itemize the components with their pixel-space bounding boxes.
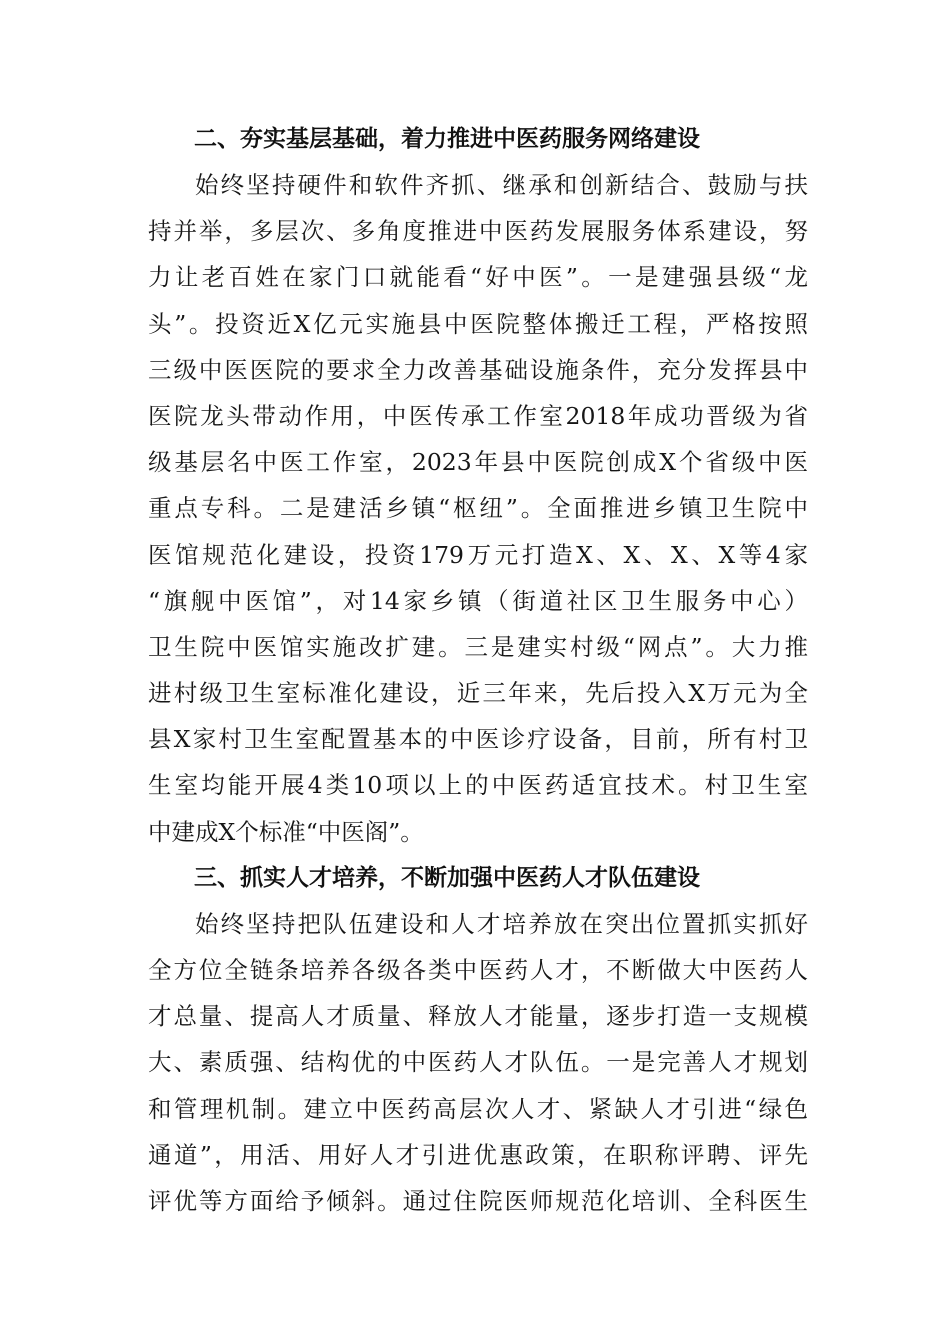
paragraph-line: 大、素质强、结构优的中医药人才队伍。一是完善人才规划 xyxy=(148,1048,808,1077)
paragraph-line: 医院龙头带动作用，中医传承工作室2018年成功晋级为省 xyxy=(148,401,808,430)
paragraph-line: 力让老百姓在家门口就能看“好中医”。一是建强县级“龙 xyxy=(148,263,808,292)
section-3-paragraph xyxy=(148,901,808,1224)
paragraph-line: 始终坚持硬件和软件齐抓、继承和创新结合、鼓励与扶 xyxy=(195,171,808,199)
document-body xyxy=(148,116,808,1224)
paragraph-line: 全方位全链条培养各级各类中医药人才，不断做大中医药人 xyxy=(148,956,808,984)
paragraph-line: 中建成X个标准“中医阁”。 xyxy=(148,817,424,846)
paragraph-line: 持并举，多层次、多角度推进中医药发展服务体系建设，努 xyxy=(148,217,808,246)
paragraph-line: 头”。投资近X亿元实施县中医院整体搬迁工程，严格按照 xyxy=(148,309,808,338)
paragraph-line: 和管理机制。建立中医药高层次人才、紧缺人才引进“绿色 xyxy=(148,1094,808,1123)
paragraph-line: 生室均能开展4类10项以上的中医药适宜技术。村卫生室 xyxy=(148,771,808,800)
paragraph-line: 卫生院中医馆实施改扩建。三是建实村级“网点”。大力推 xyxy=(148,632,808,661)
paragraph-line: 医馆规范化建设，投资179万元打造X、X、X、X等4家 xyxy=(148,540,808,569)
paragraph-line: “旗舰中医馆”，对14家乡镇（街道社区卫生服务中心） xyxy=(148,586,808,615)
section-heading-3: 三、抓实人才培养，不断加强中医药人才队伍建设 xyxy=(194,864,700,891)
paragraph-line: 进村级卫生室标准化建设，近三年来，先后投入X万元为全 xyxy=(148,679,808,708)
paragraph-line: 评优等方面给予倾斜。通过住院医师规范化培训、全科医生 xyxy=(148,1186,808,1215)
paragraph-line: 重点专科。二是建活乡镇“枢纽”。全面推进乡镇卫生院中 xyxy=(148,494,808,523)
section-heading-2: 二、夯实基层基础，着力推进中医药服务网络建设 xyxy=(194,126,700,152)
section-2-paragraph xyxy=(148,162,808,855)
paragraph-line: 才总量、提高人才质量、释放人才能量，逐步打造一支规模 xyxy=(148,1002,808,1031)
paragraph-line: 级基层名中医工作室，2023年县中医院创成X个省级中医 xyxy=(148,448,808,477)
paragraph-line: 通道”，用活、用好人才引进优惠政策，在职称评聘、评先 xyxy=(148,1140,808,1169)
paragraph-line: 始终坚持把队伍建设和人才培养放在突出位置抓实抓好 xyxy=(195,909,808,938)
paragraph-line: 三级中医医院的要求全力改善基础设施条件，充分发挥县中 xyxy=(148,355,808,384)
paragraph-line: 县X家村卫生室配置基本的中医诊疗设备，目前，所有村卫 xyxy=(148,725,808,754)
